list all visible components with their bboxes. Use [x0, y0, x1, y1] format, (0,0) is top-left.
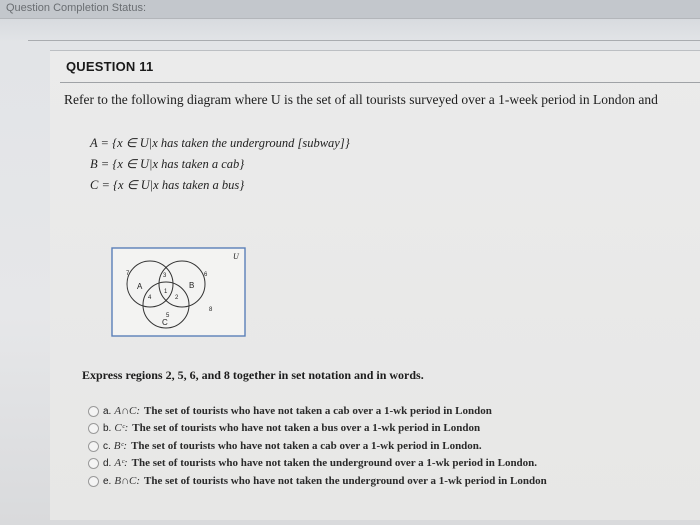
option-notation: Aᶜ: [114, 457, 128, 469]
universe-label: U [233, 252, 239, 261]
divider [50, 50, 700, 51]
region-number: 4 [148, 295, 152, 301]
option-notation: Bᶜ: [113, 440, 128, 452]
option-letter: e. [103, 475, 112, 487]
answer-option-c[interactable] [88, 440, 482, 452]
option-notation: Cᶜ: [114, 422, 129, 434]
set-label-b: B [189, 281, 195, 290]
title-divider [60, 82, 700, 83]
status-text: Question Completion Status: [6, 2, 147, 14]
region-number: 3 [163, 273, 167, 279]
answer-option-e[interactable] [88, 475, 547, 487]
region-number: 1 [164, 289, 168, 295]
option-notation: A∩C: [114, 405, 141, 417]
answer-option-b[interactable] [88, 422, 480, 434]
divider [28, 40, 700, 41]
set-c-definition: C = {x ∈ U|x has taken a bus} [90, 178, 245, 192]
radio-button[interactable] [88, 441, 99, 452]
set-a-definition: A = {x ∈ U|x has taken the underground [subway]} [90, 136, 350, 150]
option-letter: c. [103, 440, 111, 452]
radio-button[interactable] [88, 476, 99, 487]
option-text: The set of tourists who have not taken the underground over a 1-wk period in London. [131, 457, 538, 469]
set-b-definition: B = {x ∈ U|x has taken a cab} [90, 157, 245, 171]
option-notation: B∩C: [114, 475, 141, 487]
option-letter: d. [103, 457, 112, 469]
region-number: 2 [175, 295, 179, 301]
option-letter: b. [103, 422, 112, 434]
set-label-c: C [162, 318, 168, 327]
region-number: 8 [209, 307, 213, 313]
option-text: The set of tourists who have not taken a bus over a 1-wk period in London [132, 422, 481, 434]
instruction-text: Express regions 2, 5, 6, and 8 together in set notation and in words. [82, 368, 424, 382]
option-text: The set of tourists who have not taken the underground over a 1-wk period in London [144, 475, 547, 487]
option-text: The set of tourists who have not taken a cab over a 1-wk period in London. [131, 440, 482, 452]
set-label-a: A [137, 282, 143, 291]
radio-button[interactable] [88, 406, 99, 417]
option-text: The set of tourists who have not taken a cab over a 1-wk period in London [144, 405, 492, 417]
option-letter: a. [103, 405, 112, 417]
venn-diagram [111, 247, 246, 337]
answer-option-d[interactable] [88, 457, 537, 469]
top-strip [0, 0, 700, 19]
region-number: 7 [126, 271, 130, 277]
region-number: 6 [204, 272, 208, 278]
question-title: QUESTION 11 [66, 59, 154, 74]
answer-option-a[interactable] [88, 405, 492, 417]
region-number: 5 [166, 313, 170, 319]
radio-button[interactable] [88, 458, 99, 469]
radio-button[interactable] [88, 423, 99, 434]
question-prompt: Refer to the following diagram where U is the set of all tourists surveyed over a 1-week period in London and [64, 92, 658, 107]
